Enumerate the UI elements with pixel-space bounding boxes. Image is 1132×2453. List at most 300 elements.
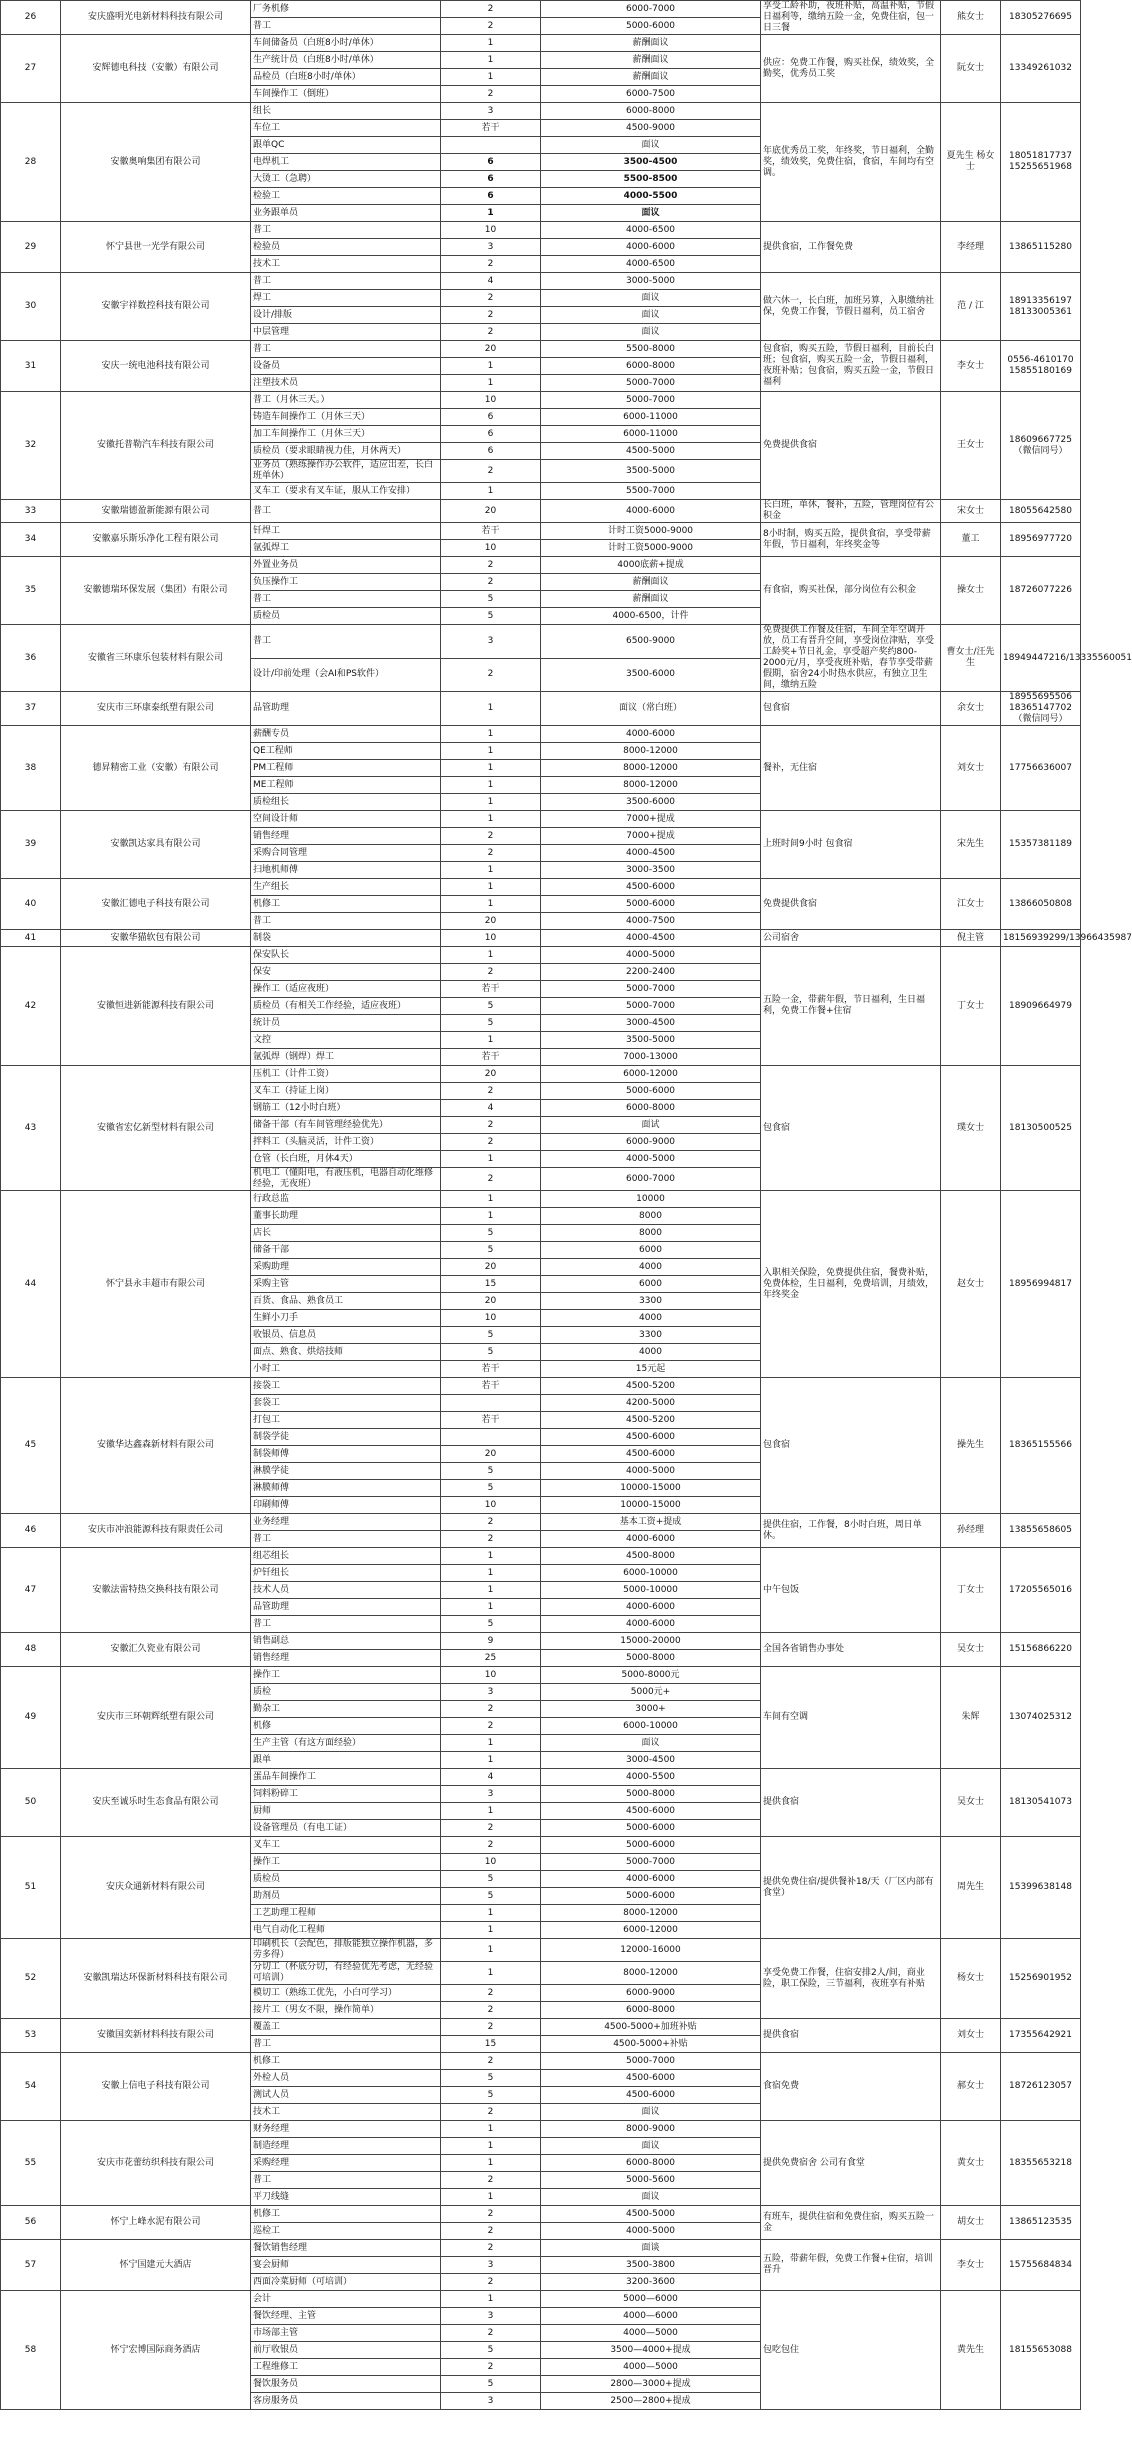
salary-cell: 4000-6500 bbox=[541, 222, 761, 239]
salary-cell: 4500-5000+补贴 bbox=[541, 2036, 761, 2053]
salary-cell: 3000-5000 bbox=[541, 273, 761, 290]
headcount-cell: 1 bbox=[441, 2155, 541, 2172]
job-title-cell: 勤杂工 bbox=[251, 1701, 441, 1718]
headcount-cell: 10 bbox=[441, 1310, 541, 1327]
company-name-cell: 怀宁国建元大酒店 bbox=[61, 2240, 251, 2291]
headcount-cell: 5 bbox=[441, 1888, 541, 1905]
job-title-cell: 收银员、信息员 bbox=[251, 1327, 441, 1344]
job-title-cell: 焊工 bbox=[251, 290, 441, 307]
headcount-cell: 5 bbox=[441, 1225, 541, 1242]
headcount-cell: 2 bbox=[441, 307, 541, 324]
contact-cell: 王女士 bbox=[941, 392, 1001, 500]
job-title-cell: 餐饮经理、主管 bbox=[251, 2308, 441, 2325]
job-title-cell: 技术工 bbox=[251, 2104, 441, 2121]
company-number-cell: 30 bbox=[1, 273, 61, 341]
contact-cell: 吴女士 bbox=[941, 1769, 1001, 1837]
benefits-cell: 包食宿 bbox=[761, 1066, 941, 1191]
phone-cell: 13866050808 bbox=[1001, 879, 1081, 930]
job-title-cell: 质检 bbox=[251, 1684, 441, 1701]
headcount-cell: 3 bbox=[441, 1684, 541, 1701]
headcount-cell: 1 bbox=[441, 760, 541, 777]
contact-cell: 操女士 bbox=[941, 557, 1001, 625]
phone-cell: 18130541073 bbox=[1001, 1769, 1081, 1837]
headcount-cell: 2 bbox=[441, 1514, 541, 1531]
headcount-cell: 1 bbox=[441, 483, 541, 500]
salary-cell: 6000-7000 bbox=[541, 1168, 761, 1191]
job-title-cell: 饲料粉碎工 bbox=[251, 1786, 441, 1803]
job-title-cell: 钎焊工 bbox=[251, 523, 441, 540]
contact-cell: 李女士 bbox=[941, 2240, 1001, 2291]
company-number-cell: 48 bbox=[1, 1633, 61, 1667]
salary-cell: 5000-10000 bbox=[541, 1582, 761, 1599]
job-title-cell: 保安 bbox=[251, 964, 441, 981]
benefits-cell: 食宿免费 bbox=[761, 2053, 941, 2121]
headcount-cell: 1 bbox=[441, 35, 541, 52]
salary-cell: 4500-6000 bbox=[541, 2070, 761, 2087]
phone-cell: 18155653088 bbox=[1001, 2291, 1081, 2410]
job-title-cell: 财务经理 bbox=[251, 2121, 441, 2138]
company-name-cell: 安徽上信电子科技有限公司 bbox=[61, 2053, 251, 2121]
job-title-cell: 叉车工（持证上岗） bbox=[251, 1083, 441, 1100]
salary-cell: 5000-7000 bbox=[541, 2053, 761, 2070]
salary-cell: 3500-4500 bbox=[541, 154, 761, 171]
phone-cell: 18355653218 bbox=[1001, 2121, 1081, 2206]
headcount-cell: 4 bbox=[441, 1769, 541, 1786]
headcount-cell: 1 bbox=[441, 794, 541, 811]
company-name-cell: 安徽华猫软包有限公司 bbox=[61, 930, 251, 947]
contact-cell: 余女士 bbox=[941, 692, 1001, 726]
company-name-cell: 安庆众通新材料有限公司 bbox=[61, 1837, 251, 1939]
contact-cell: 吴女士 bbox=[941, 1633, 1001, 1667]
benefits-cell: 五险，带薪年假，免费工作餐+住宿，培训晋升 bbox=[761, 2240, 941, 2291]
job-title-cell: 外检人员 bbox=[251, 2070, 441, 2087]
job-title-cell: 检验工 bbox=[251, 188, 441, 205]
salary-cell: 15000-20000 bbox=[541, 1633, 761, 1650]
headcount-cell: 1 bbox=[441, 2189, 541, 2206]
headcount-cell: 1 bbox=[441, 1208, 541, 1225]
contact-cell: 董工 bbox=[941, 523, 1001, 557]
headcount-cell: 2 bbox=[441, 1, 541, 18]
headcount-cell: 10 bbox=[441, 1667, 541, 1684]
company-name-cell: 安徽德瑞环保发展（集团）有限公司 bbox=[61, 557, 251, 625]
salary-cell: 4500-5000 bbox=[541, 443, 761, 460]
table-row bbox=[1, 500, 1081, 523]
salary-cell: 4000-5000 bbox=[541, 1463, 761, 1480]
headcount-cell: 2 bbox=[441, 2172, 541, 2189]
contact-cell: 黄先生 bbox=[941, 2291, 1001, 2410]
job-title-cell: 技术工 bbox=[251, 256, 441, 273]
headcount-cell bbox=[441, 137, 541, 154]
company-number-cell: 35 bbox=[1, 557, 61, 625]
salary-cell: 薪酬面议 bbox=[541, 69, 761, 86]
salary-cell: 4500-9000 bbox=[541, 120, 761, 137]
salary-cell: 5000—6000 bbox=[541, 2291, 761, 2308]
salary-cell: 面议 bbox=[541, 2138, 761, 2155]
headcount-cell: 15 bbox=[441, 1276, 541, 1293]
headcount-cell: 4 bbox=[441, 273, 541, 290]
headcount-cell: 1 bbox=[441, 811, 541, 828]
salary-cell: 3000-4500 bbox=[541, 1015, 761, 1032]
company-name-cell: 怀宁宏博国际商务酒店 bbox=[61, 2291, 251, 2410]
job-title-cell: 炉钎组长 bbox=[251, 1565, 441, 1582]
phone-cell: 18955695506 18365147702（微信同号） bbox=[1001, 692, 1081, 726]
table-row bbox=[1, 103, 1081, 120]
headcount-cell: 若干 bbox=[441, 120, 541, 137]
headcount-cell: 3 bbox=[441, 2393, 541, 2410]
headcount-cell: 1 bbox=[441, 1735, 541, 1752]
company-number-cell: 53 bbox=[1, 2019, 61, 2053]
headcount-cell: 1 bbox=[441, 743, 541, 760]
job-title-cell: 采购经理 bbox=[251, 2155, 441, 2172]
salary-cell: 8000 bbox=[541, 1225, 761, 1242]
job-title-cell: 普工 bbox=[251, 500, 441, 523]
salary-cell: 3000-3500 bbox=[541, 862, 761, 879]
job-title-cell: 大烫工（急聘） bbox=[251, 171, 441, 188]
phone-cell: 15755684834 bbox=[1001, 2240, 1081, 2291]
headcount-cell: 5 bbox=[441, 998, 541, 1015]
job-title-cell: 制袋师傅 bbox=[251, 1446, 441, 1463]
company-number-cell: 38 bbox=[1, 726, 61, 811]
job-title-cell: 普工 bbox=[251, 18, 441, 35]
job-title-cell: 拌料工（头脑灵活，计件工资） bbox=[251, 1134, 441, 1151]
job-title-cell: 接袋工 bbox=[251, 1378, 441, 1395]
salary-cell: 5000-7000 bbox=[541, 981, 761, 998]
salary-cell: 4000-6000 bbox=[541, 1616, 761, 1633]
table-row bbox=[1, 222, 1081, 239]
job-title-cell: 百货、食品、熟食员工 bbox=[251, 1293, 441, 1310]
benefits-cell: 提供住宿，工作餐，8小时白班，周日单休。 bbox=[761, 1514, 941, 1548]
company-number-cell: 52 bbox=[1, 1939, 61, 2019]
job-title-cell: 西面冷菜厨师（可培训） bbox=[251, 2274, 441, 2291]
salary-cell: 6000-10000 bbox=[541, 1718, 761, 1735]
job-title-cell: 设备管理员（有电工证） bbox=[251, 1820, 441, 1837]
phone-cell: 18956994817 bbox=[1001, 1191, 1081, 1378]
salary-cell: 5500-8500 bbox=[541, 171, 761, 188]
job-title-cell: 生产组长 bbox=[251, 879, 441, 896]
company-number-cell: 57 bbox=[1, 2240, 61, 2291]
contact-cell: 郝女士 bbox=[941, 2053, 1001, 2121]
benefits-cell: 提供食宿 bbox=[761, 2019, 941, 2053]
salary-cell: 3000-4500 bbox=[541, 1752, 761, 1769]
salary-cell: 6000-10000 bbox=[541, 1565, 761, 1582]
company-number-cell: 42 bbox=[1, 947, 61, 1066]
company-name-cell: 怀宁县永丰超市有限公司 bbox=[61, 1191, 251, 1378]
job-title-cell: ME工程师 bbox=[251, 777, 441, 794]
salary-cell: 4000-6500 bbox=[541, 256, 761, 273]
salary-cell: 6000-9000 bbox=[541, 1985, 761, 2002]
headcount-cell: 若干 bbox=[441, 1361, 541, 1378]
job-title-cell: 设备员 bbox=[251, 358, 441, 375]
company-name-cell: 安庆盛明光电新材料科技有限公司 bbox=[61, 1, 251, 35]
table-row bbox=[1, 1, 1081, 18]
job-title-cell: 文控 bbox=[251, 1032, 441, 1049]
salary-cell: 7000+提成 bbox=[541, 811, 761, 828]
headcount-cell: 2 bbox=[441, 2359, 541, 2376]
company-number-cell: 56 bbox=[1, 2206, 61, 2240]
headcount-cell: 1 bbox=[441, 358, 541, 375]
salary-cell: 4000-6000 bbox=[541, 1531, 761, 1548]
salary-cell: 4500-6000 bbox=[541, 2087, 761, 2104]
benefits-cell: 8小时制，购买五险，提供食宿，享受带薪年假，节日福利，年终奖金等 bbox=[761, 523, 941, 557]
salary-cell: 4000-6000 bbox=[541, 1599, 761, 1616]
job-title-cell: 工艺助理工程师 bbox=[251, 1905, 441, 1922]
headcount-cell: 6 bbox=[441, 171, 541, 188]
job-title-cell: 保安队长 bbox=[251, 947, 441, 964]
salary-cell: 4000-6000 bbox=[541, 500, 761, 523]
job-title-cell: 助剂员 bbox=[251, 1888, 441, 1905]
company-number-cell: 50 bbox=[1, 1769, 61, 1837]
phone-cell: 18055642580 bbox=[1001, 500, 1081, 523]
phone-cell: 18956977720 bbox=[1001, 523, 1081, 557]
table-row bbox=[1, 625, 1081, 659]
job-title-cell: 印刷机长（会配色，排版能独立操作机器，多劳多得） bbox=[251, 1939, 441, 1962]
job-title-cell: 电气自动化工程师 bbox=[251, 1922, 441, 1939]
salary-cell: 3500-6000 bbox=[541, 658, 761, 692]
headcount-cell: 2 bbox=[441, 2104, 541, 2121]
phone-cell: 18609667725（微信同号） bbox=[1001, 392, 1081, 500]
table-row bbox=[1, 1514, 1081, 1531]
job-title-cell: 氩弧焊工 bbox=[251, 540, 441, 557]
headcount-cell: 6 bbox=[441, 154, 541, 171]
company-name-cell: 安徽嘉乐斯乐净化工程有限公司 bbox=[61, 523, 251, 557]
headcount-cell: 5 bbox=[441, 2070, 541, 2087]
salary-cell: 5000-7000 bbox=[541, 375, 761, 392]
job-title-cell: 行政总监 bbox=[251, 1191, 441, 1208]
benefits-cell: 包食宿 bbox=[761, 692, 941, 726]
job-title-cell: 仓管（长白班，月休4天） bbox=[251, 1151, 441, 1168]
company-number-cell: 55 bbox=[1, 2121, 61, 2206]
contact-cell: 范 / 江 bbox=[941, 273, 1001, 341]
job-title-cell: 平刀线缝 bbox=[251, 2189, 441, 2206]
phone-cell: 17205565016 bbox=[1001, 1548, 1081, 1633]
salary-cell: 面议（常白班） bbox=[541, 692, 761, 726]
job-title-cell: 生产主管（有这方面经验） bbox=[251, 1735, 441, 1752]
company-number-cell: 58 bbox=[1, 2291, 61, 2410]
job-title-cell: 加工车间操作工（月休三天） bbox=[251, 426, 441, 443]
salary-cell: 10000-15000 bbox=[541, 1497, 761, 1514]
salary-cell: 3500—4000+提成 bbox=[541, 2342, 761, 2359]
benefits-cell: 入职相关保险，免费提供住宿，餐费补贴，免费体检，生日福利，免费培训，月绩效，年终奖金 bbox=[761, 1191, 941, 1378]
phone-cell: 18726123057 bbox=[1001, 2053, 1081, 2121]
salary-cell: 计时工资5000-9000 bbox=[541, 540, 761, 557]
table-row bbox=[1, 811, 1081, 828]
job-title-cell: 采购合同管理 bbox=[251, 845, 441, 862]
table-row bbox=[1, 1633, 1081, 1650]
headcount-cell: 2 bbox=[441, 1168, 541, 1191]
salary-cell: 4000 bbox=[541, 1344, 761, 1361]
job-title-cell: QE工程师 bbox=[251, 743, 441, 760]
company-number-cell: 34 bbox=[1, 523, 61, 557]
headcount-cell: 20 bbox=[441, 1293, 541, 1310]
contact-cell: 刘女士 bbox=[941, 726, 1001, 811]
headcount-cell: 20 bbox=[441, 1259, 541, 1276]
salary-cell: 6000-8000 bbox=[541, 1100, 761, 1117]
contact-cell: 璞女士 bbox=[941, 1066, 1001, 1191]
salary-cell: 6000-8000 bbox=[541, 358, 761, 375]
job-title-cell: 业务跟单员 bbox=[251, 205, 441, 222]
salary-cell: 5000-7000 bbox=[541, 998, 761, 1015]
salary-cell: 2200-2400 bbox=[541, 964, 761, 981]
table-row bbox=[1, 392, 1081, 409]
headcount-cell: 25 bbox=[441, 1650, 541, 1667]
benefits-cell: 有食宿，购买社保，部分岗位有公积金 bbox=[761, 557, 941, 625]
job-title-cell: 测试人员 bbox=[251, 2087, 441, 2104]
job-title-cell: 普工 bbox=[251, 222, 441, 239]
salary-cell: 5000-7000 bbox=[541, 392, 761, 409]
job-title-cell: 车位工 bbox=[251, 120, 441, 137]
headcount-cell: 1 bbox=[441, 1191, 541, 1208]
headcount-cell: 3 bbox=[441, 103, 541, 120]
salary-cell: 4500-5000 bbox=[541, 2206, 761, 2223]
job-title-cell: 质检员（要求眼睛视力佳，月休两天） bbox=[251, 443, 441, 460]
job-title-cell: 制袋 bbox=[251, 930, 441, 947]
salary-cell: 5000-6000 bbox=[541, 1820, 761, 1837]
job-title-cell: 厂务机修 bbox=[251, 1, 441, 18]
salary-cell: 5000-8000 bbox=[541, 1650, 761, 1667]
headcount-cell: 20 bbox=[441, 1066, 541, 1083]
benefits-cell: 餐补，无住宿 bbox=[761, 726, 941, 811]
salary-cell: 4000底薪+提成 bbox=[541, 557, 761, 574]
salary-cell: 4000-5000 bbox=[541, 947, 761, 964]
job-title-cell: 覆盖工 bbox=[251, 2019, 441, 2036]
salary-cell: 4500-6000 bbox=[541, 1429, 761, 1446]
job-title-cell: 质检员（有相关工作经验，适应夜班） bbox=[251, 998, 441, 1015]
headcount-cell: 若干 bbox=[441, 1049, 541, 1066]
job-title-cell: 餐饮服务员 bbox=[251, 2376, 441, 2393]
headcount-cell bbox=[441, 1395, 541, 1412]
job-title-cell: 扫地机师傅 bbox=[251, 862, 441, 879]
headcount-cell: 10 bbox=[441, 1497, 541, 1514]
job-title-cell: 注塑技术员 bbox=[251, 375, 441, 392]
contact-cell: 丁女士 bbox=[941, 1548, 1001, 1633]
headcount-cell: 2 bbox=[441, 1718, 541, 1735]
company-number-cell: 31 bbox=[1, 341, 61, 392]
headcount-cell: 5 bbox=[441, 1480, 541, 1497]
job-title-cell: 普工 bbox=[251, 591, 441, 608]
headcount-cell: 2 bbox=[441, 2053, 541, 2070]
salary-cell: 薪酬面议 bbox=[541, 52, 761, 69]
salary-cell: 6000-12000 bbox=[541, 1066, 761, 1083]
phone-cell: 13074025312 bbox=[1001, 1667, 1081, 1769]
benefits-cell: 供应：免费工作餐，购买社保，绩效奖，全勤奖，优秀员工奖 bbox=[761, 35, 941, 103]
headcount-cell: 2 bbox=[441, 86, 541, 103]
headcount-cell: 3 bbox=[441, 2257, 541, 2274]
phone-cell: 18051817737 15255651968 bbox=[1001, 103, 1081, 222]
job-title-cell: 品管助理 bbox=[251, 1599, 441, 1616]
headcount-cell: 2 bbox=[441, 1134, 541, 1151]
headcount-cell: 10 bbox=[441, 222, 541, 239]
headcount-cell: 2 bbox=[441, 256, 541, 273]
company-number-cell: 37 bbox=[1, 692, 61, 726]
contact-cell: 杨女士 bbox=[941, 1939, 1001, 2019]
company-number-cell: 28 bbox=[1, 103, 61, 222]
table-row bbox=[1, 1837, 1081, 1854]
job-title-cell: 负压操作工 bbox=[251, 574, 441, 591]
job-title-cell: 组芯组长 bbox=[251, 1548, 441, 1565]
benefits-cell: 包食宿 bbox=[761, 1378, 941, 1514]
salary-cell: 7000+提成 bbox=[541, 828, 761, 845]
job-title-cell: 普工 bbox=[251, 341, 441, 358]
salary-cell: 10000 bbox=[541, 1191, 761, 1208]
table-row bbox=[1, 2121, 1081, 2138]
salary-cell: 5000-7000 bbox=[541, 1854, 761, 1871]
headcount-cell: 2 bbox=[441, 2240, 541, 2257]
company-name-cell: 安徽省三环康乐包装材料有限公司 bbox=[61, 625, 251, 692]
phone-cell: 17355642921 bbox=[1001, 2019, 1081, 2053]
headcount-cell: 若干 bbox=[441, 1412, 541, 1429]
contact-cell: 孙经理 bbox=[941, 1514, 1001, 1548]
company-number-cell: 41 bbox=[1, 930, 61, 947]
salary-cell: 2800—3000+提成 bbox=[541, 2376, 761, 2393]
company-name-cell: 安徽宇祥数控科技有限公司 bbox=[61, 273, 251, 341]
headcount-cell: 5 bbox=[441, 2342, 541, 2359]
salary-cell: 4000-6000 bbox=[541, 239, 761, 256]
job-title-cell: 机修 bbox=[251, 1718, 441, 1735]
headcount-cell: 2 bbox=[441, 1985, 541, 2002]
job-title-cell: 操作工 bbox=[251, 1854, 441, 1871]
salary-cell: 5000-8000元 bbox=[541, 1667, 761, 1684]
headcount-cell: 2 bbox=[441, 1083, 541, 1100]
salary-cell: 6000-11000 bbox=[541, 409, 761, 426]
headcount-cell: 2 bbox=[441, 460, 541, 483]
company-name-cell: 安徽恒进新能源科技有限公司 bbox=[61, 947, 251, 1066]
headcount-cell: 2 bbox=[441, 845, 541, 862]
headcount-cell: 10 bbox=[441, 930, 541, 947]
salary-cell: 6500-9000 bbox=[541, 625, 761, 659]
headcount-cell: 1 bbox=[441, 1905, 541, 1922]
headcount-cell: 9 bbox=[441, 1633, 541, 1650]
job-title-cell: 质检组长 bbox=[251, 794, 441, 811]
salary-cell: 4500-6000 bbox=[541, 879, 761, 896]
salary-cell: 5000-6000 bbox=[541, 1888, 761, 1905]
phone-cell: 13865123535 bbox=[1001, 2206, 1081, 2240]
salary-cell: 4000 bbox=[541, 1259, 761, 1276]
table-row bbox=[1, 1667, 1081, 1684]
job-title-cell: 组长 bbox=[251, 103, 441, 120]
salary-cell: 5000-8000 bbox=[541, 1786, 761, 1803]
salary-cell: 7000-13000 bbox=[541, 1049, 761, 1066]
headcount-cell: 10 bbox=[441, 392, 541, 409]
headcount-cell: 1 bbox=[441, 692, 541, 726]
salary-cell: 4500-8000 bbox=[541, 1548, 761, 1565]
job-title-cell: 淋膜师傅 bbox=[251, 1480, 441, 1497]
headcount-cell: 6 bbox=[441, 188, 541, 205]
contact-cell: 倪主管 bbox=[941, 930, 1001, 947]
phone-cell: 13349261032 bbox=[1001, 35, 1081, 103]
salary-cell: 4000—6000 bbox=[541, 2308, 761, 2325]
headcount-cell: 5 bbox=[441, 1242, 541, 1259]
contact-cell: 宋女士 bbox=[941, 500, 1001, 523]
salary-cell: 8000-12000 bbox=[541, 743, 761, 760]
company-name-cell: 安辉德电科技（安徽）有限公司 bbox=[61, 35, 251, 103]
headcount-cell: 15 bbox=[441, 2036, 541, 2053]
job-title-cell: 机修工 bbox=[251, 2053, 441, 2070]
contact-cell: 朱辉 bbox=[941, 1667, 1001, 1769]
table-row bbox=[1, 879, 1081, 896]
job-title-cell: 分切工（杯底分切，有经验优先考虑，无经验可培训） bbox=[251, 1962, 441, 1985]
headcount-cell: 2 bbox=[441, 964, 541, 981]
company-name-cell: 安徽托普勒汽车科技有限公司 bbox=[61, 392, 251, 500]
phone-cell: 18726077226 bbox=[1001, 557, 1081, 625]
headcount-cell: 若干 bbox=[441, 1378, 541, 1395]
salary-cell: 6000-7000 bbox=[541, 1, 761, 18]
headcount-cell: 20 bbox=[441, 500, 541, 523]
salary-cell: 4000-6000 bbox=[541, 1871, 761, 1888]
job-title-cell: 跟单QC bbox=[251, 137, 441, 154]
salary-cell: 3300 bbox=[541, 1293, 761, 1310]
benefits-cell: 提供食宿，工作餐免费 bbox=[761, 222, 941, 273]
job-title-cell: 车间操作工（倒班） bbox=[251, 86, 441, 103]
